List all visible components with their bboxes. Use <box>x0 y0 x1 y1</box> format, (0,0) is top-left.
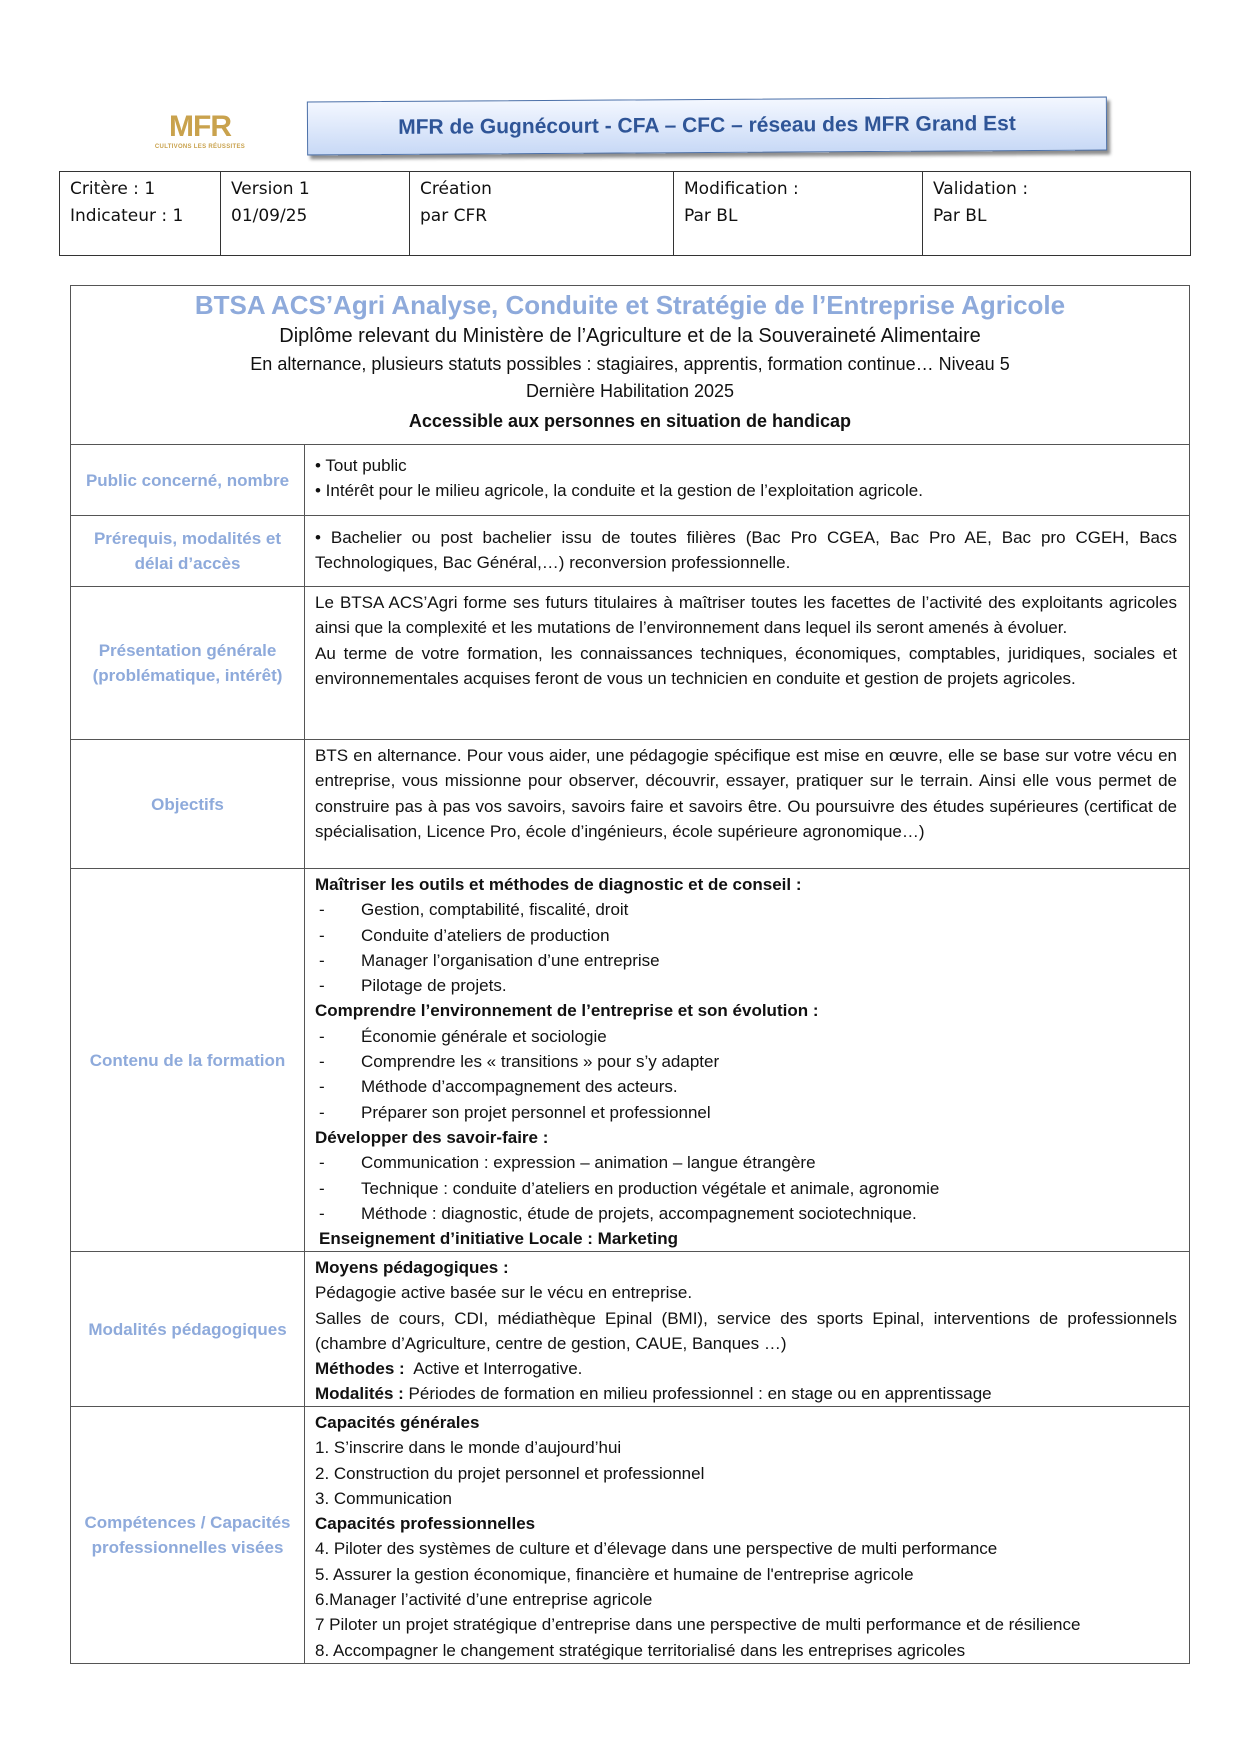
row-content: • Tout public • Intérêt pour le milieu agricole, la conduite et la gestion de l’exploitation agricole. <box>315 456 923 501</box>
document-meta-table <box>59 171 1191 256</box>
row-label: Modalités pédagogiques <box>71 1252 305 1406</box>
row-contenu <box>71 869 1189 1252</box>
row-content: Le BTSA ACS’Agri forme ses futurs titulaires à maîtriser toutes les facettes de l’activité des exploitants agricoles ainsi que la complexité et les mutations de l’environnement dans lequel ils seront amenés à évoluer. Au terme de votre formation, les connaissances techniques, économiques, comptables, juridiques, sociales et environnementales acquises feront de vous un technicien en conduite et gestion de projets agricoles. <box>315 593 1177 688</box>
row-public <box>71 445 1189 516</box>
row-modalites <box>71 1252 1189 1407</box>
row-label: Prérequis, modalités et délai d’accès <box>71 516 305 586</box>
course-header <box>71 286 1189 445</box>
row-content: Maîtriser les outils et méthodes de diagnostic et de conseil : - Gestion, comptabilité, fiscalité, droit - Conduite d’ateliers de production - Manager l’organisation d’une entreprise - Pilotage de projets. Comprendre l’environnement de l’entreprise et son évolution : - Économie générale et sociologie - Comprendre les « transitions » pour s’y adapter - Méthode d’accompagnement des acteurs. - Préparer son projet personnel et professionnel Développer des savoir-faire : - Communication : expression – animation – langue étrangère - Technique : conduite d’ateliers en production végétale et animale, agronomie - Méthode : diagnostic, étude de projets, accompagnement sociotechnique. Enseignement d’initiative Locale : Marketing <box>315 875 940 1249</box>
row-label: Contenu de la formation <box>71 869 305 1251</box>
row-label: Objectifs <box>71 740 305 868</box>
header-banner <box>307 97 1107 156</box>
row-competences <box>71 1407 1189 1663</box>
row-content: Capacités générales 1. S’inscrire dans le monde d’aujourd’hui 2. Construction du projet personnel et professionnel 3. Communication Capacités professionnelles 4. Piloter des systèmes de culture et d’élevage dans une perspective de multi performance 5. Assurer la gestion économique, financière et humaine de l'entreprise agricole 6.Manager l’activité d’une entreprise agricole 7 Piloter un projet stratégique d’entreprise dans une perspective de multi performance et de résilience 8. Accompagner le changement stratégique territorialisé dans les entreprises agricoles <box>315 1413 1081 1660</box>
meta-cell-modification: Modification : Par BL <box>674 172 923 256</box>
meta-cell-version: Version 1 01/09/25 <box>221 172 410 256</box>
course-sheet <box>70 285 1190 1664</box>
row-objectifs <box>71 740 1189 869</box>
course-habilitation: Dernière Habilitation 2025 <box>525 381 735 401</box>
row-presentation <box>71 587 1189 740</box>
course-subtitle: Diplôme relevant du Ministère de l’Agriculture et de la Souveraineté Alimentaire <box>279 325 981 347</box>
logo-tagline: CULTIVONS LES RÉUSSITES <box>154 144 246 150</box>
course-accessibility: Accessible aux personnes en situation de handicap <box>408 411 852 431</box>
course-status: En alternance, plusieurs statuts possibles : stagiaires, apprentis, formation continue… Niveau 5 <box>250 354 1010 374</box>
meta-cell-creation: Création par CFR <box>410 172 674 256</box>
row-content: BTS en alternance. Pour vous aider, une pédagogie spécifique est mise en œuvre, elle se base sur votre vécu en entreprise, vous missionne pour observer, découvrir, essayer, pratiquer sur le terrain. Ainsi elle vous permet de construire pas à pas vos savoirs, savoirs faire et savoirs être. Ou poursuivre des études supérieures (certificat de spécialisation, Licence Pro, école d’ingénieurs, école supérieure agronomique…) <box>315 746 1177 841</box>
banner-title: MFR de Gugnécourt - CFA – CFC – réseau des MFR Grand Est <box>398 112 1016 139</box>
meta-cell-critere: Critère : 1 Indicateur : 1 <box>60 172 221 256</box>
row-content: • Bachelier ou post bachelier issu de toutes filières (Bac Pro CGEA, Bac Pro AE, Bac pro CGEH, Bacs Technologiques, Bac Général,…) reconversion professionnelle. <box>315 528 1177 573</box>
row-content: Moyens pédagogiques : Pédagogie active basée sur le vécu en entreprise. Salles de cours, CDI, médiathèque Epinal (BMI), service des sports Epinal, interventions de professionnels (chambre d’Agriculture, centre de gestion, CAUE, Banques …) Méthodes : Active et Interrogative. Modalités : Périodes de formation en milieu professionnel : en stage ou en apprentissage <box>315 1258 1177 1404</box>
row-label: Présentation générale (problématique, intérêt) <box>71 587 305 739</box>
row-label: Compétences / Capacités professionnelles visées <box>71 1407 305 1663</box>
row-prerequis <box>71 516 1189 587</box>
row-label: Public concerné, nombre <box>71 445 305 515</box>
mfr-logo <box>150 112 250 156</box>
meta-cell-validation: Validation : Par BL <box>923 172 1191 256</box>
logo-text: MFR <box>169 110 231 143</box>
course-title: BTSA ACS’Agri Analyse, Conduite et Stratégie de l’Entreprise Agricole <box>194 290 1066 320</box>
